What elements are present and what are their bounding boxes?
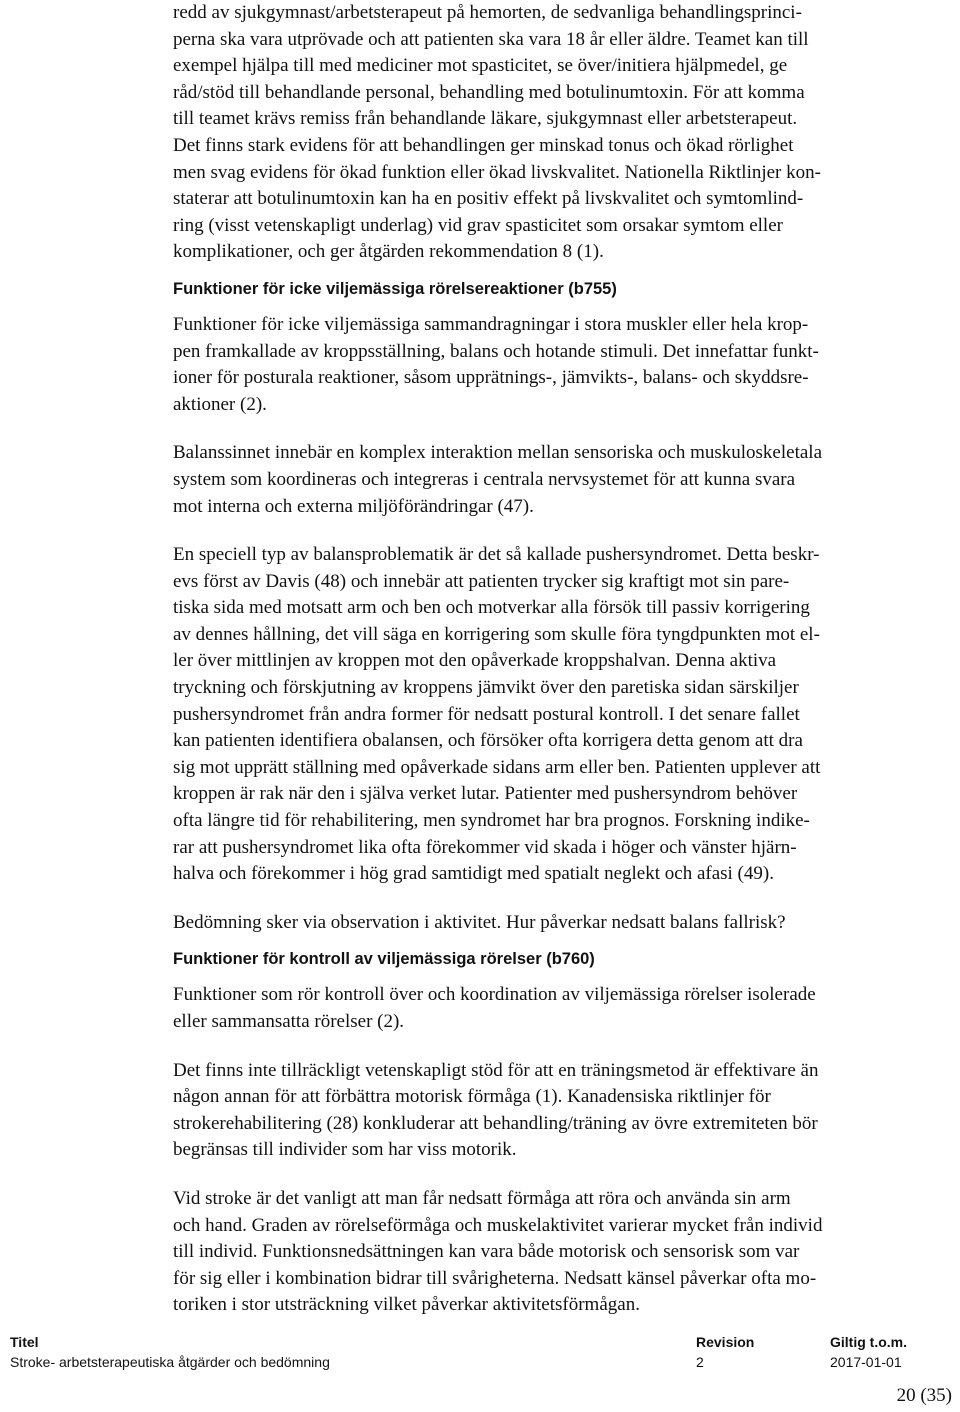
text-line: Funktioner som rör kontroll över och koordination av viljemässiga rörelser isolerade [173, 984, 816, 1006]
text-line: toriken i stor utsträckning vilket påverkar aktivitetsförmågan. [173, 1294, 640, 1316]
text-line: eller sammansatta rörelser (2). [173, 1011, 405, 1032]
text-line: pen framkallade av kroppsställning, balans och hotande stimuli. Det innefattar funkt- [173, 340, 819, 362]
section-heading-b760: Funktioner för kontroll av viljemässiga rörelser (b760) [173, 950, 595, 969]
text-line: komplikationer, och ger åtgärden rekommendation 8 (1). [173, 241, 604, 263]
paragraph-bedomning [173, 910, 955, 937]
document-body [173, 0, 955, 1319]
paragraph-traningsmetod [173, 1058, 955, 1164]
text-line: halva och förekommer i hög grad samtidigt med spatialt neglekt och afasi (49). [173, 863, 774, 885]
text-line: mot interna och externa miljöförändringar (47). [173, 495, 534, 517]
text-line: begränsas till individer som har viss motorik. [173, 1139, 517, 1161]
text-line: av dennes hållning, det vill säga en korrigering som skulle föra tyngdpunkten mot el- [173, 623, 820, 645]
text-line: exempel hjälpa till med mediciner mot spasticitet, se över/initiera hjälpmedel, ge [173, 55, 788, 77]
footer-title-value: Stroke- arbetsterapeutiska åtgärder och bedömning [10, 1354, 330, 1370]
page-number: 20 (35) [896, 1385, 952, 1406]
text-line: Funktioner för icke viljemässiga sammandragningar i stora muskler eller hela krop- [173, 313, 809, 335]
text-line: system som koordineras och integreras i centrala nervsystemet för att kunna svara [173, 468, 796, 490]
text-line: Det finns stark evidens för att behandlingen ger minskad tonus och ökad rörlighet [173, 134, 794, 156]
paragraph-arm-och-hand [173, 1186, 955, 1319]
text-line: Bedömning sker via observation i aktivitet. Hur påverkar nedsatt balans fallrisk? [173, 911, 786, 933]
text-line: för sig eller i kombination bidrar till svårigheterna. Nedsatt känsel påverkar ofta mo- [173, 1267, 817, 1289]
text-line: evs först av Davis (48) och innebär att patienten trycker sig kraftigt mot sin pare- [173, 570, 790, 592]
footer-revision-value: 2 [696, 1354, 704, 1370]
text-line: ofta längre tid för rehabilitering, men syndromet har bra prognos. Forskning indike- [173, 810, 810, 832]
text-line: pushersyndromet från andra former för nedsatt postural kontroll. I det senare fallet [173, 703, 800, 725]
text-line: aktioner (2). [173, 393, 267, 415]
text-line: till teamet krävs remiss från behandlande läkare, sjukgymnast eller arbetsterapeut. [173, 108, 798, 130]
text-line: rar att pushersyndromet lika ofta förekommer vid skada i höger och vänster hjärn- [173, 836, 797, 858]
text-line: kan patienten identifiera obalansen, och försöker ofta korrigera detta genom att dra [173, 730, 803, 752]
text-line: någon annan för att förbättra motorisk förmåga (1). Kanadensiska riktlinjer för [173, 1086, 771, 1108]
text-line: tiska sida med motsatt arm och ben och motverkar alla försök till passiv korrigering [173, 597, 810, 619]
text-line: till individ. Funktionsnedsättningen kan vara både motorisk och sensorisk som var [173, 1241, 800, 1263]
text-line: En speciell typ av balansproblematik är det så kallade pushersyndromet. Detta beskr- [173, 544, 820, 566]
text-line: perna ska vara utprövade och att patienten ska vara 18 år eller äldre. Teamet kan till [173, 28, 809, 50]
text-line: Vid stroke är det vanligt att man får nedsatt förmåga att röra och använda sin arm [173, 1187, 791, 1209]
text-line: ring (visst vetenskapligt underlag) vid grav spasticitet som orsakar symtom eller [173, 214, 783, 236]
paragraph-b760-definition [173, 982, 955, 1035]
paragraph-balanssinnet [173, 440, 955, 520]
text-line: kroppen är rak när den i själva verket lutar. Patienter med pushersyndrom behöver [173, 783, 798, 805]
text-line: redd av sjukgymnast/arbetsterapeut på hemorten, de sedvanliga behandlingsprinci- [173, 2, 802, 23]
text-line: råd/stöd till behandlande personal, behandling med botulinumtoxin. För att komma [173, 81, 805, 103]
text-line: och hand. Graden av rörelseförmåga och muskelaktivitet varierar mycket från individ [173, 1214, 823, 1236]
text-line: strokerehabilitering (28) konkluderar att behandling/träning av övre extremiteten bör [173, 1112, 818, 1134]
paragraph-botulinum [173, 0, 955, 266]
text-line: ler över mittlinjen av kroppen mot den opåverkade kroppshalvan. Denna aktiva [173, 650, 777, 672]
footer-valid-label: Giltig t.o.m. [830, 1334, 907, 1350]
text-line: ioner för posturala reaktioner, såsom upprätnings-, jämvikts-, balans- och skyddsre- [173, 367, 809, 389]
text-line: Balanssinnet innebär en komplex interaktion mellan sensoriska och muskuloskeletala [173, 442, 823, 464]
paragraph-pushersyndrom [173, 542, 955, 888]
text-line: tryckning och förskjutning av kroppens jämvikt över den paretiska sidan särskiljer [173, 677, 799, 699]
footer-revision-label: Revision [696, 1334, 755, 1350]
text-line: Det finns inte tillräckligt vetenskapligt stöd för att en träningsmetod är effektivare än [173, 1059, 819, 1081]
footer-title-label: Titel [10, 1334, 39, 1350]
section-heading-b755: Funktioner för icke viljemässiga rörelsereaktioner (b755) [173, 279, 617, 298]
text-line: staterar att botulinumtoxin kan ha en positiv effekt på livskvalitet och symtomlind- [173, 188, 804, 210]
text-line: sig mot upprätt ställning med opåverkade sidans arm eller ben. Patienten upplever att [173, 756, 821, 778]
paragraph-b755-definition [173, 312, 955, 418]
text-line: men svag evidens för ökad funktion eller ökad livskvalitet. Nationella Riktlinjer kon- [173, 161, 821, 183]
footer-valid-value: 2017-01-01 [830, 1354, 902, 1370]
